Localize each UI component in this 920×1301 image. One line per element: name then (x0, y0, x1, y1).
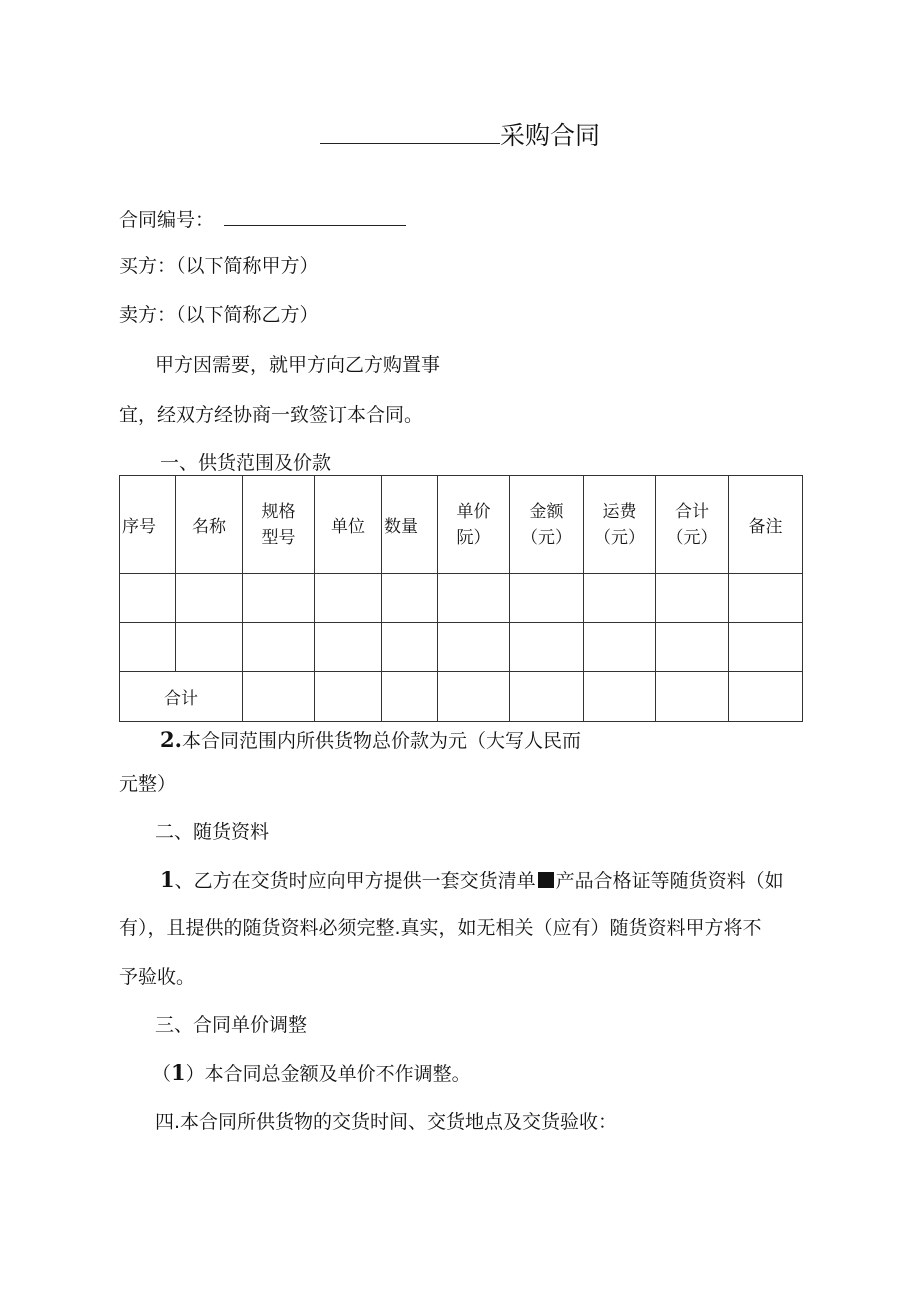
table-cell[interactable] (438, 672, 510, 722)
section-2-text-b: 产品合格证等随货资料（如 (555, 870, 784, 892)
header-amount-line1: 金额 (529, 501, 564, 522)
header-remark: 备注 (729, 476, 803, 574)
section-3-heading: 三、合同单价调整 (155, 1014, 308, 1036)
header-freight-line2: （元） (594, 527, 645, 548)
table-cell[interactable] (584, 623, 656, 672)
table-cell[interactable] (438, 623, 510, 672)
section-4-heading: 四.本合同所供货物的交货时间、交货地点及交货验收： (155, 1111, 618, 1133)
section-1-heading: 一、供货范围及价款 (160, 452, 332, 474)
contract-number-label: 合同编号： (119, 209, 215, 231)
clause-2-text: 本合同范围内所供货物总价款为元（大写人民而 (181, 730, 581, 752)
table-cell[interactable] (176, 623, 243, 672)
table-cell[interactable] (656, 574, 729, 623)
header-price-line1: 单价 (456, 501, 491, 522)
intro-line-1: 甲方因需要，就甲方向乙方购置事 (155, 354, 441, 376)
title-blank[interactable] (320, 121, 500, 144)
table-cell[interactable] (584, 672, 656, 722)
table-total-row (120, 672, 803, 722)
table-cell[interactable] (510, 574, 584, 623)
contract-title (0, 121, 920, 151)
table-cell[interactable] (176, 574, 243, 623)
table-cell[interactable] (243, 623, 315, 672)
header-amount-line2: （元） (521, 527, 572, 548)
clause-2-number: 2. (160, 727, 182, 752)
table-cell[interactable] (510, 672, 584, 722)
table-cell[interactable] (382, 672, 438, 722)
table-cell[interactable] (584, 574, 656, 623)
table-row (120, 623, 803, 672)
table-header-row (120, 476, 803, 574)
clause-2-line-2: 元整） (119, 773, 177, 795)
section-2-line-2: 有），且提供的随货资料必须完整.真实，如无相关（应有）随货资料甲方将不 (119, 917, 762, 939)
section-2-line-1 (160, 869, 784, 892)
header-amount (510, 476, 584, 574)
header-seq: 序号 (120, 476, 176, 574)
intro-line-2: 宜，经双方经协商一致签订本合同。 (119, 404, 424, 426)
clause-2-line-1 (160, 729, 581, 752)
section-2-line-3: 予验收。 (119, 966, 196, 988)
table-cell[interactable] (315, 623, 382, 672)
section-3-item-open: （ (152, 1063, 172, 1085)
section-3-item (152, 1062, 471, 1085)
table-cell[interactable] (315, 672, 382, 722)
table-cell[interactable] (243, 574, 315, 623)
header-price-line2: 阮） (456, 527, 491, 548)
header-total-line2: （元） (666, 527, 718, 548)
header-spec-line1: 规格 (261, 501, 296, 522)
header-qty: 数量 (382, 476, 438, 574)
supply-table (119, 475, 803, 722)
table-cell[interactable] (315, 574, 382, 623)
table-cell[interactable] (656, 672, 729, 722)
header-total-line1: 合计 (675, 501, 709, 522)
header-freight (584, 476, 656, 574)
section-3-item-number: 1 (171, 1060, 186, 1085)
black-square-icon (538, 872, 554, 888)
header-spec (243, 476, 315, 574)
header-total (656, 476, 729, 574)
contract-number-field[interactable] (224, 207, 406, 226)
buyer-line: 买方：（以下简称甲方） (119, 255, 319, 277)
table-cell[interactable] (120, 574, 176, 623)
header-name: 名称 (176, 476, 243, 574)
section-2-text-a: 、乙方在交货时应向甲方提供一套交货清单 (174, 870, 536, 892)
header-unit: 单位 (315, 476, 382, 574)
table-cell[interactable] (382, 574, 438, 623)
section-3-item-text: ）本合同总金额及单价不作调整。 (185, 1063, 471, 1085)
total-row-label: 合计 (120, 672, 243, 722)
header-spec-line2: 型号 (261, 527, 296, 548)
table-cell[interactable] (438, 574, 510, 623)
table-cell[interactable] (382, 623, 438, 672)
title-text: 采购合同 (499, 121, 600, 150)
table-cell[interactable] (729, 623, 803, 672)
table-cell[interactable] (243, 672, 315, 722)
seller-line: 卖方：（以下简称乙方） (119, 304, 319, 326)
table-row (120, 574, 803, 623)
table-cell[interactable] (120, 623, 176, 672)
table-cell[interactable] (729, 574, 803, 623)
header-price (438, 476, 510, 574)
header-freight-line1: 运费 (602, 501, 637, 522)
table-cell[interactable] (729, 672, 803, 722)
section-2-item-number: 1 (160, 867, 175, 892)
table-cell[interactable] (656, 623, 729, 672)
contract-number-row (119, 207, 406, 231)
table-cell[interactable] (510, 623, 584, 672)
section-2-heading: 二、随货资料 (155, 821, 270, 843)
